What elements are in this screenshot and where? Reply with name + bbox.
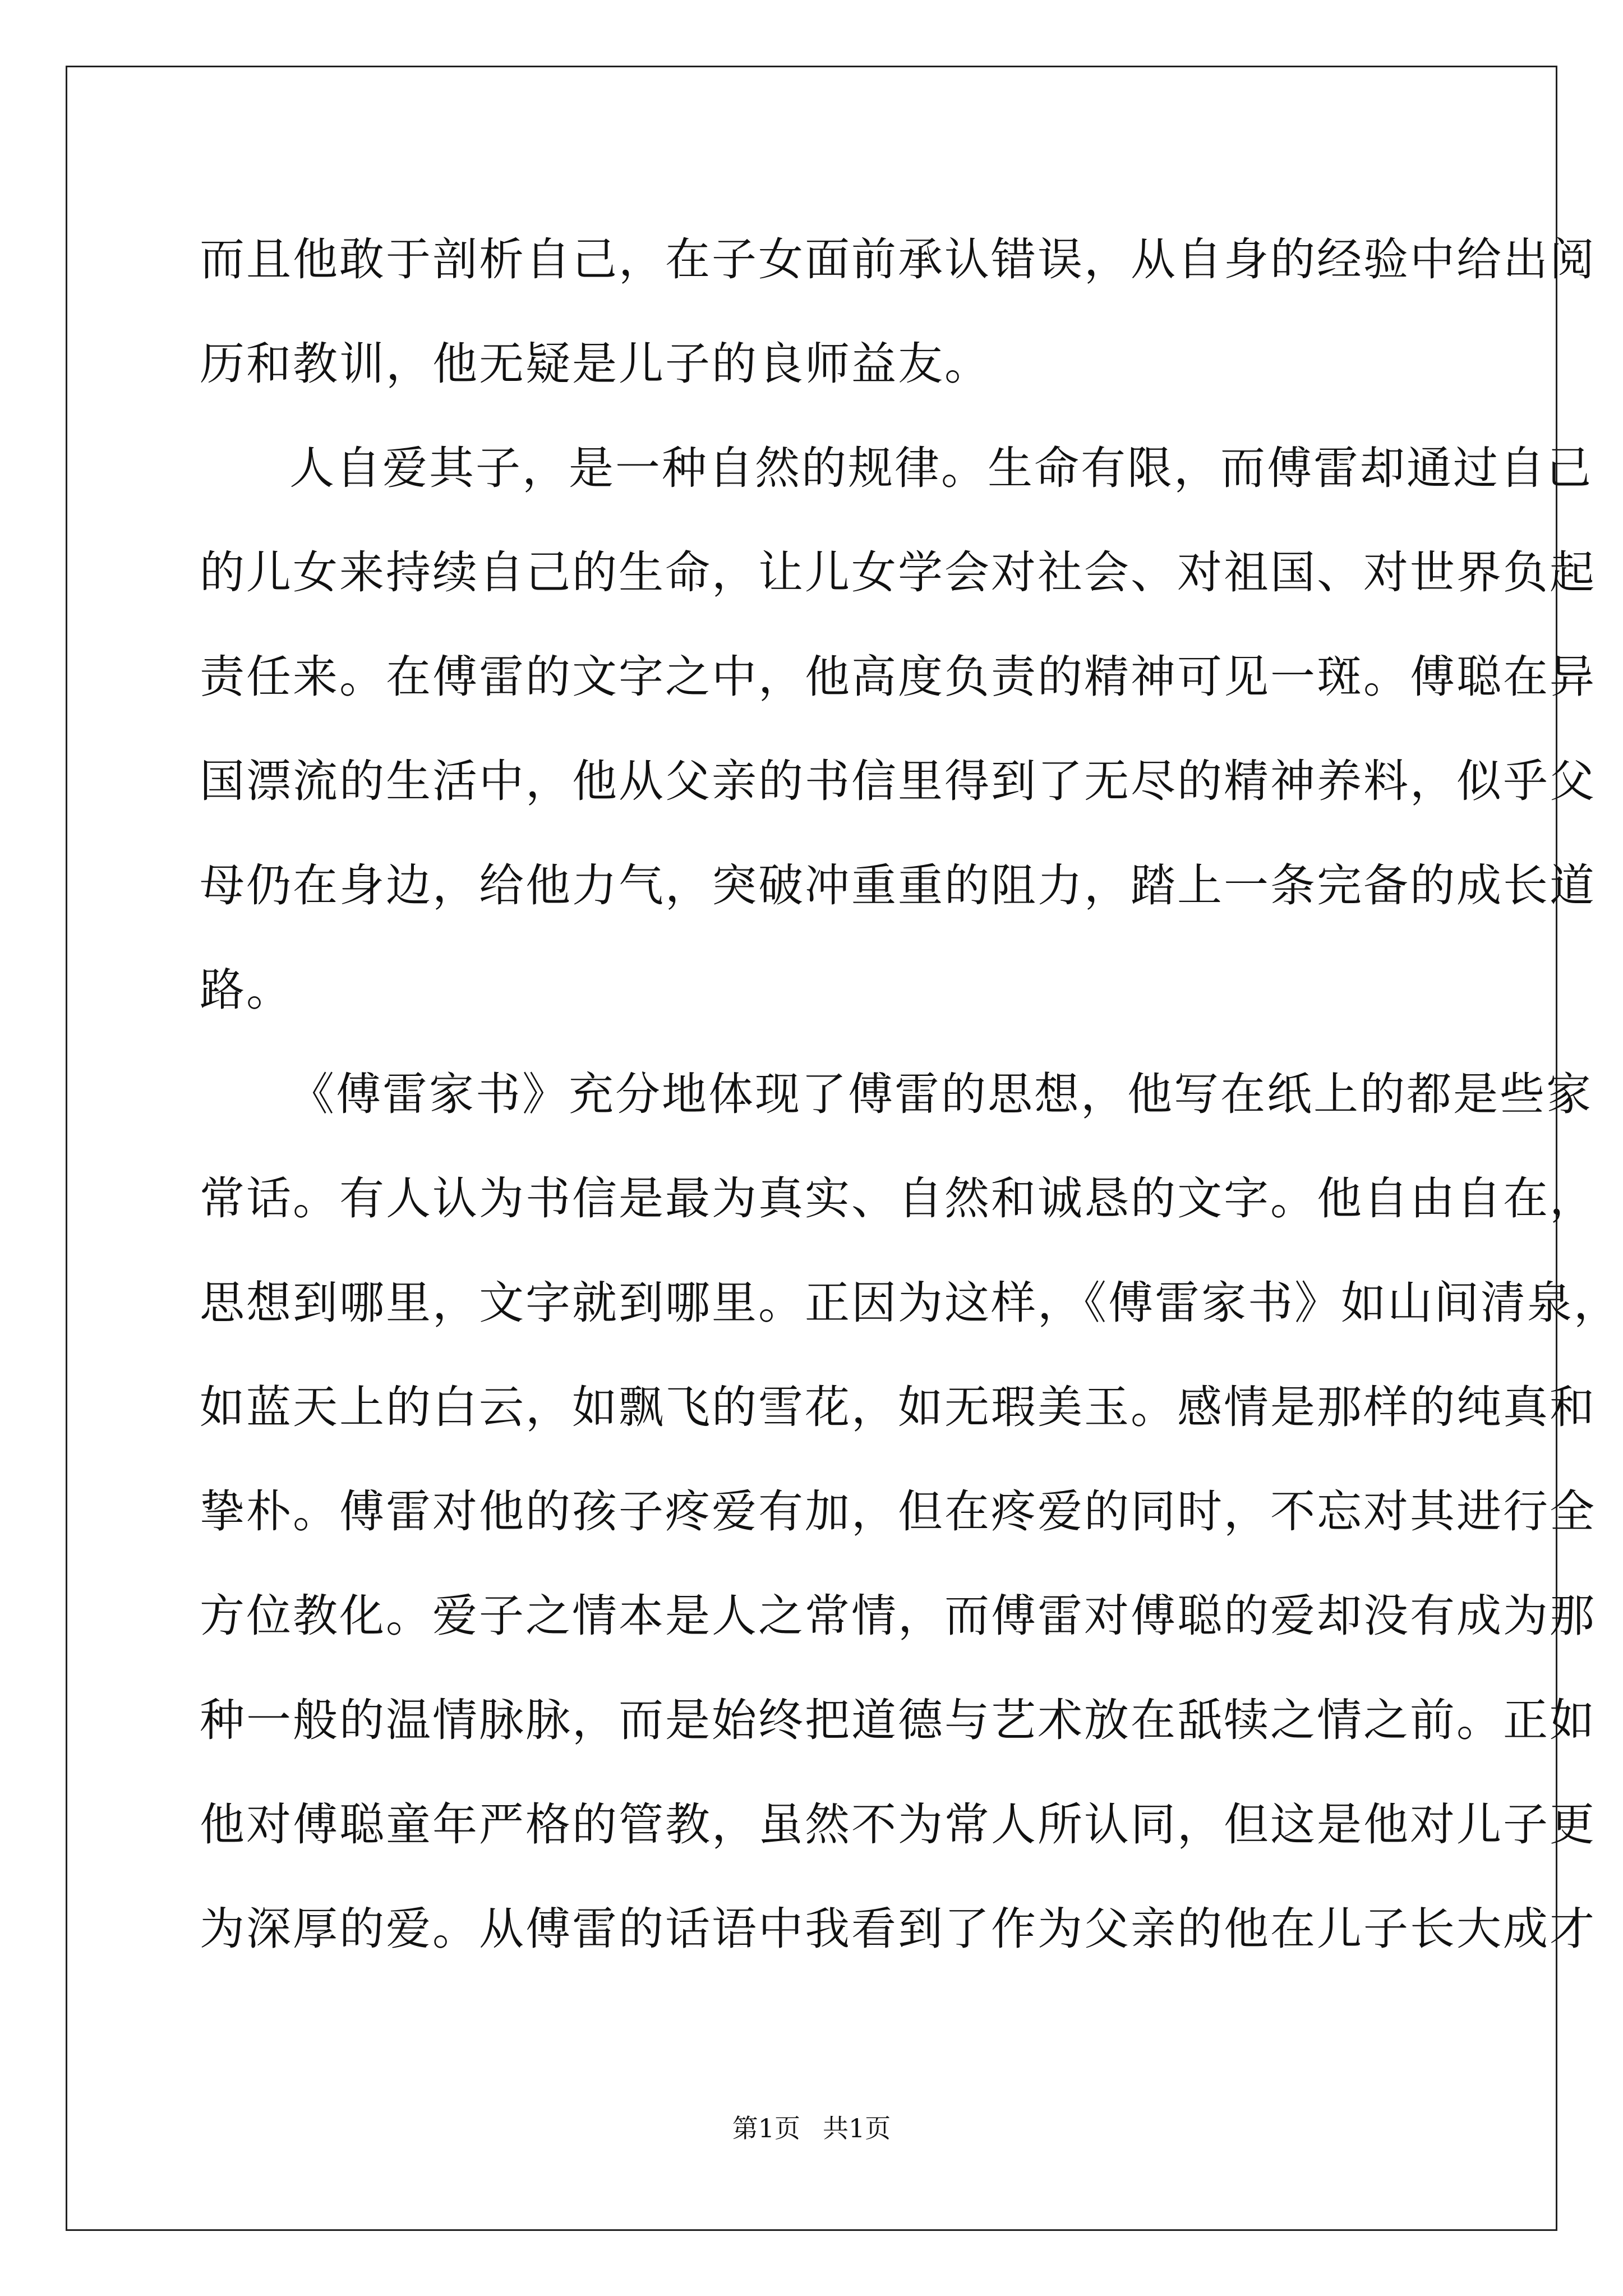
text-line: 的儿女来持续自己的生命，让儿女学会对社会、对祖国、对世界负起 — [200, 546, 1596, 599]
paragraph-first-line: 《傅雷家书》充分地体现了傅雷的思想，他写在纸上的都是些家 — [289, 1068, 1593, 1120]
text-line: 历和教训，他无疑是儿子的良师益友。 — [200, 338, 991, 390]
paragraph-first-line: 人自爱其子，是一种自然的规律。生命有限，而傅雷却通过自己 — [289, 442, 1593, 494]
text-line: 为深厚的爱。从傅雷的话语中我看到了作为父亲的他在儿子长大成才 — [200, 1903, 1596, 1955]
text-line: 常话。有人认为书信是最为真实、自然和诚恳的文字。他自由自在， — [200, 1172, 1596, 1225]
text-line: 如蓝天上的白云，如飘飞的雪花，如无瑕美玉。感情是那样的纯真和 — [200, 1381, 1596, 1433]
text-line: 路。 — [200, 964, 293, 1016]
text-line: 他对傅聪童年严格的管教，虽然不为常人所认同，但这是他对儿子更 — [200, 1798, 1596, 1851]
text-line: 方位教化。爱子之情本是人之常情，而傅雷对傅聪的爱却没有成为那 — [200, 1590, 1596, 1642]
text-line: 种一般的温情脉脉，而是始终把道德与艺术放在舐犊之情之前。正如 — [200, 1694, 1596, 1746]
page-number-total: 共1页 — [823, 2113, 891, 2143]
text-line: 挚朴。傅雷对他的孩子疼爱有加，但在疼爱的同时，不忘对其进行全 — [200, 1485, 1596, 1538]
page-number-current: 第1页 — [732, 2113, 800, 2143]
text-line: 而且他敢于剖析自己，在子女面前承认错误，从自身的经验中给出阅 — [200, 233, 1596, 286]
text-line: 母仍在身边，给他力气，突破冲重重的阻力，踏上一条完备的成长道 — [200, 859, 1596, 912]
document-body — [200, 208, 1620, 1981]
text-line: 责任来。在傅雷的文字之中，他高度负责的精神可见一斑。傅聪在异 — [200, 651, 1596, 703]
text-line: 思想到哪里，文字就到哪里。正因为这样，《傅雷家书》如山间清泉， — [200, 1277, 1620, 1329]
text-line: 国漂流的生活中，他从父亲的书信里得到了无尽的精神养料，似乎父 — [200, 755, 1596, 807]
page-footer — [0, 2111, 1623, 2145]
